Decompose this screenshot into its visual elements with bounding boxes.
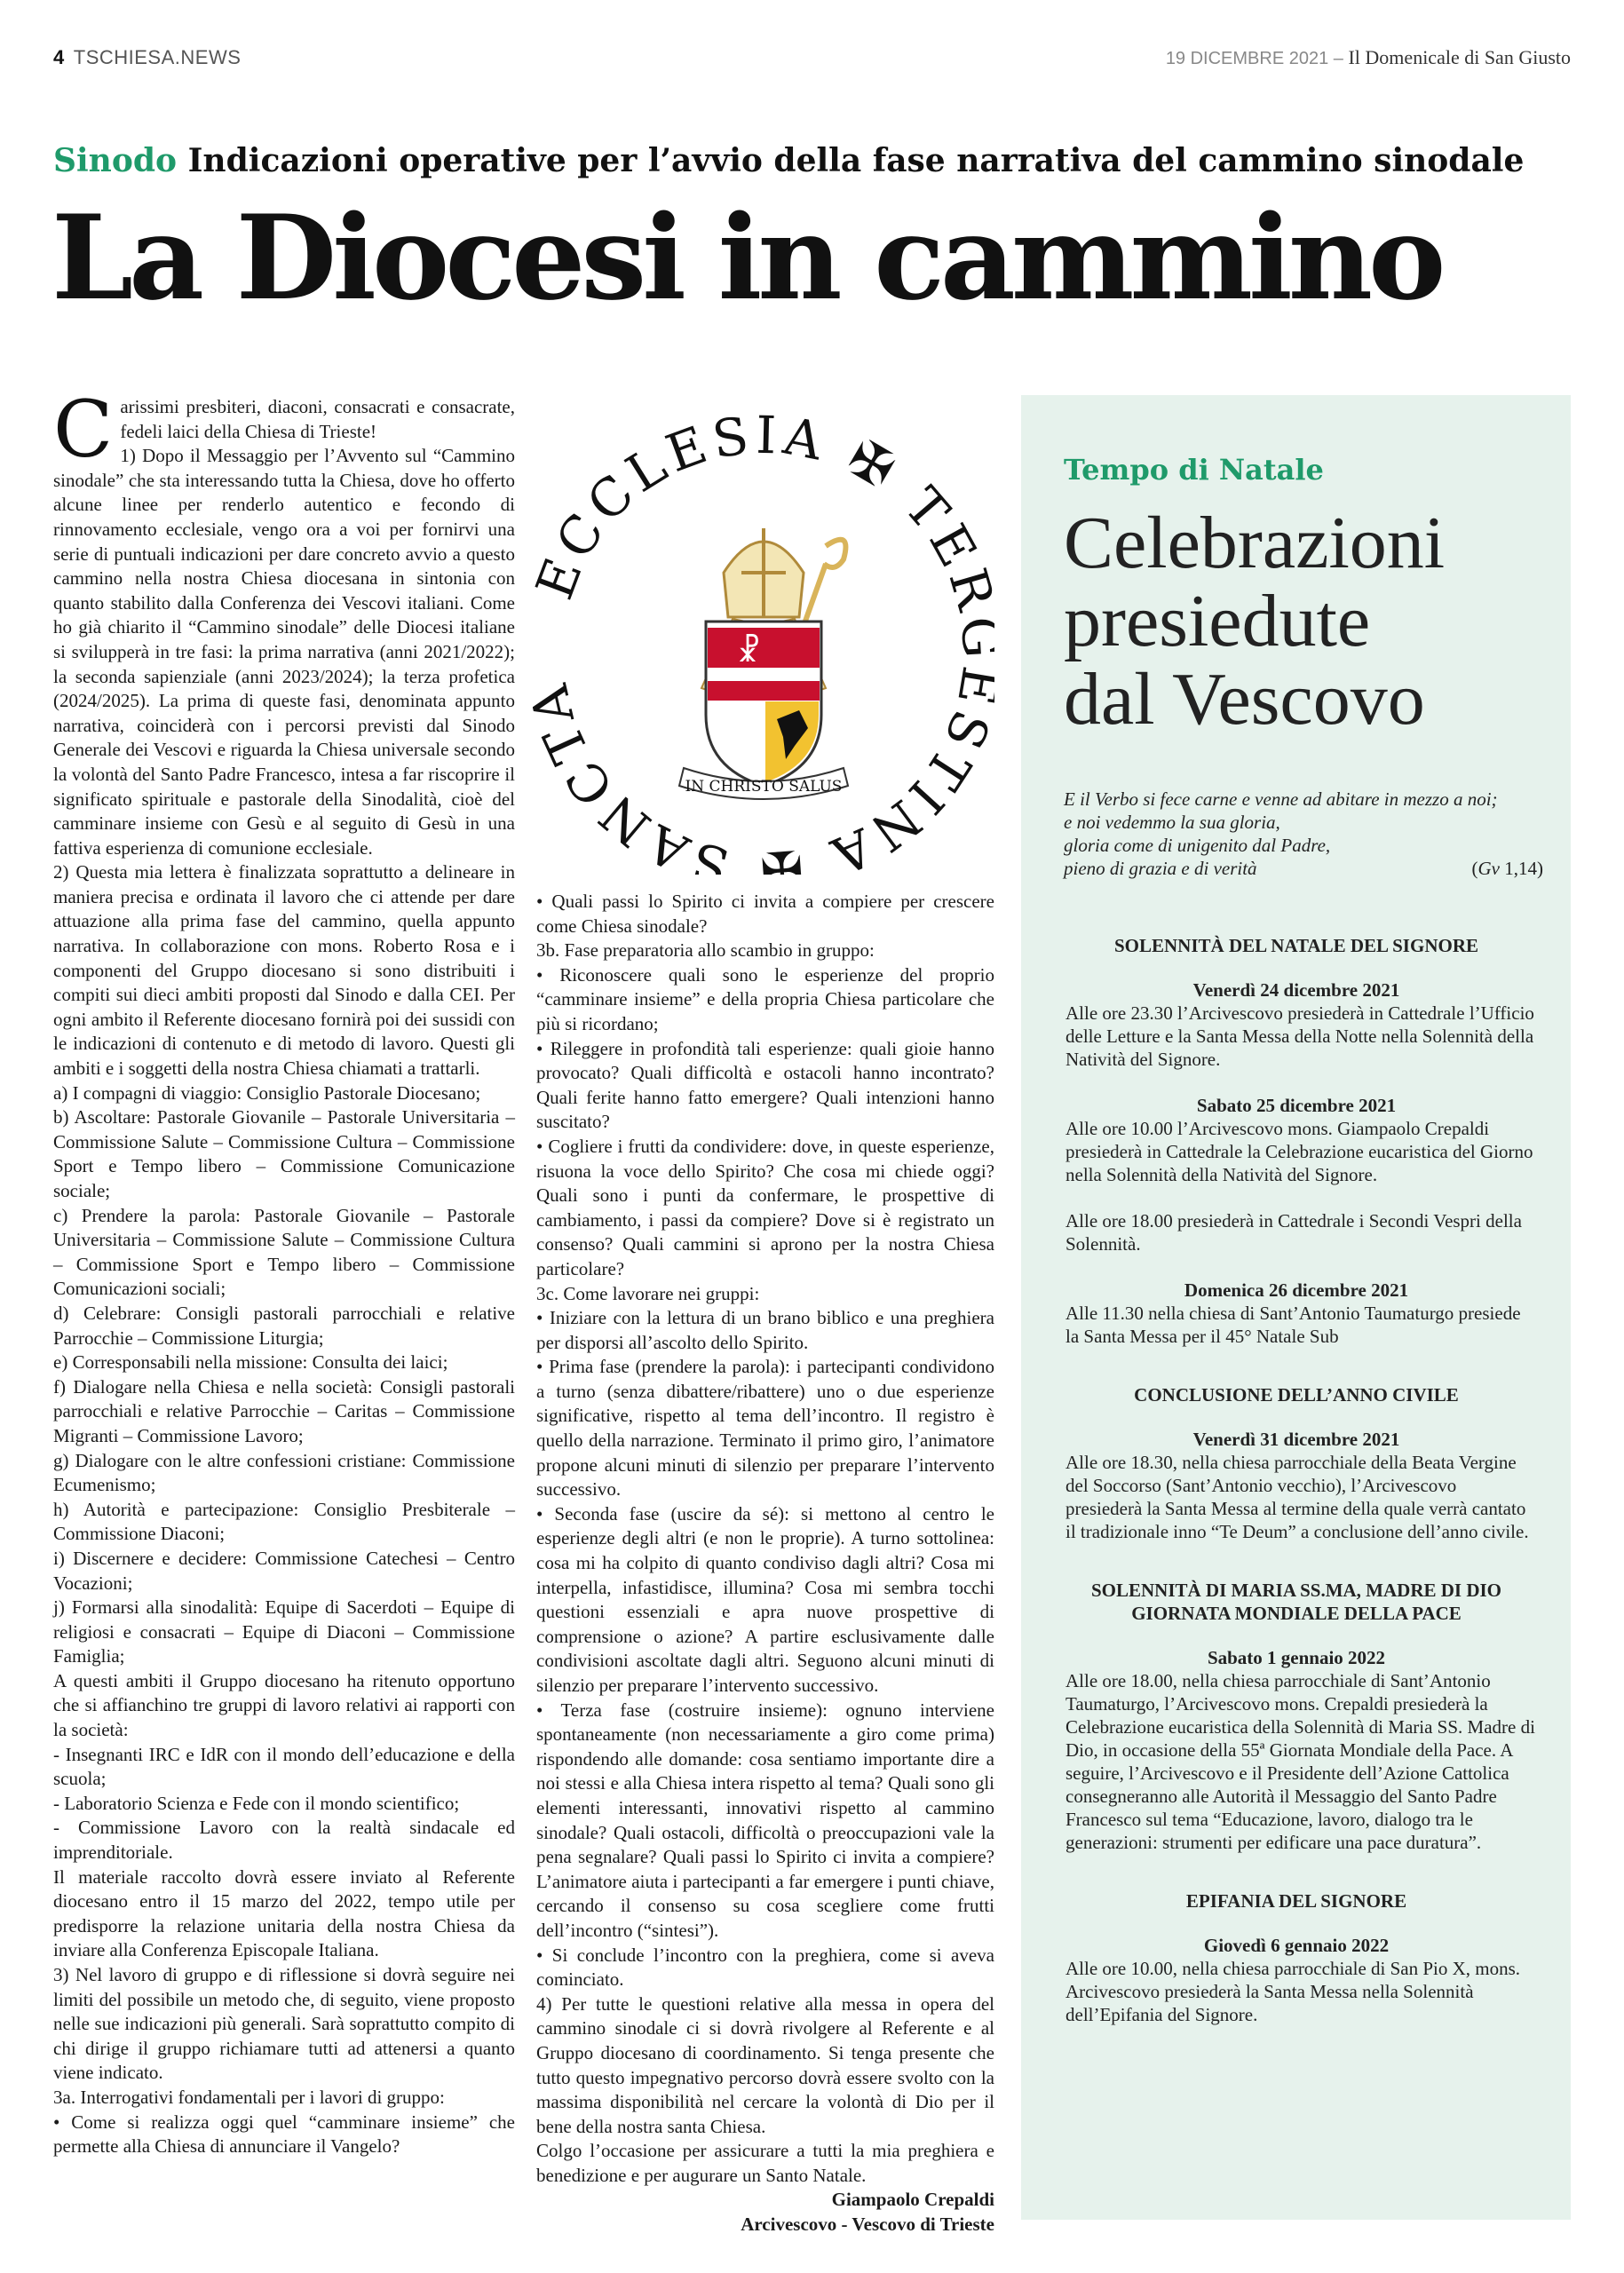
event-section-title: SOLENNITÀ DI MARIA SS.MA, MADRE DI DIO GIORNATA MONDIALE DELLA PACE [1090,1580,1502,1624]
signature-name: Giampaolo Crepaldi [831,2189,994,2211]
paragraph: g) Dialogare con le altre confessioni cristiane: Commissione Ecumenismo; [53,1449,515,1496]
paragraph: • Terza fase (costruire insieme): ognuno interviene spontaneamente (non necessariamente a giro come prima) rispondendo alle domande: cosa sentiamo importante dire a noi stessi e alla Chiesa intera rispetto al tema? Quali sono gli elementi interessanti, innovativi rispetto al cammino sinodale? Quali ostacoli, difficoltà o preoccupazioni vale la pena segnalare? Quali passi lo Spirito ci invita a compiere? L’animatore aiuta i partecipanti a far emergere i punti chiave, cercando il consenso su cosa scegliere come frutti dell’incontro (“sintesi”). [536,1699,994,1941]
kicker-text: Indicazioni operative per l’avvio della fase narrativa del cammino sinodale [187,142,1525,179]
sidebar-title-line: Celebrazioni [1064,502,1446,584]
paragraph: i) Discernere e decidere: Commissione Catechesi – Centro Vocazioni; [53,1547,515,1594]
event-description: Alle 11.30 nella chiesa di Sant’Antonio Taumaturgo presiede la Santa Messa per il 45° Natale Sub [1066,1303,1521,1347]
paragraph: 3) Nel lavoro di gruppo e di riflessione si dovrà seguire nei limiti del possibile un metodo che, di seguito, viene proposto nelle sue indicazioni più generali. Sarà soprattutto compito di chi dirige il gruppo richiamare tutti ad attenersi a quanto viene indicato. [53,1964,515,2084]
paragraph: 3b. Fase preparatoria allo scambio in gruppo: [536,939,875,962]
paragraph: Il materiale raccolto dovrà essere inviato al Referente diocesano entro il 15 marzo del 2022, tempo utile per predisporre la relazione unitaria della nostra Chiesa da inviare alla Conferenza Episcopale Italiana. [53,1865,515,1961]
paragraph: arissimi presbiteri, diaconi, consacrati e consacrate, fedeli laici della Chiesa di Trieste! [120,396,515,442]
paragraph: - Insegnanti IRC e IdR con il mondo dell’educazione e della scuola; [53,1743,515,1790]
paragraph: - Laboratorio Scienza e Fede con il mondo scientifico; [53,1792,460,1814]
paragraph: • Quali passi lo Spirito ci invita a compiere per crescere come Chiesa sinodale? [536,891,994,937]
paragraph: e) Corresponsabili nella missione: Consulta dei laici; [53,1351,448,1374]
event-section-title: SOLENNITÀ DEL NATALE DEL SIGNORE [1113,935,1478,956]
verse-line: E il Verbo si fece carne e venne ad abitare in mezzo a noi; [1064,788,1498,810]
paragraph: • Riconoscere quali sono le esperienze del proprio “camminare insieme” e della propria Chiesa particolare che più si ricordano; [536,963,994,1034]
dateline [1166,46,1571,69]
drop-cap: C [53,384,114,475]
issue-date: 19 DICEMBRE 2021 [1165,49,1329,68]
event-section-title: EPIFANIA DEL SIGNORE [1185,1890,1407,1912]
event-section-title: CONCLUSIONE DELL’ANNO CIVILE [1134,1384,1459,1406]
diocese-seal-graphic [533,395,994,875]
paragraph: • Come si realizza oggi quel “camminare insieme” che permette alla Chiesa di annunciare il Vangelo? [53,2111,515,2158]
event-description: Alle ore 10.00 l’Arcivescovo mons. Giampaolo Crepaldi presiederà in Cattedrale la Celebrazione eucaristica del Giorno nella Solennità della Natività del Signore. [1066,1118,1533,1185]
article-headline: La Diocesi in cammino [51,189,1442,326]
verse-reference: (Gv 1,14) [1471,858,1543,879]
paragraph: 1) Dopo il Messaggio per l’Avvento sul “Cammino sinodale” che sta interessando tutta la Chiesa, dove ho offerto alcune linee per renderlo autentico e fecondo di rinnovamento ecclesiale, vengo ora a voi per fornirvi una serie di puntuali indicazioni per dare concreto avvio a questo cammino nella nostra Chiesa diocesana in sintonia con quanto stabilito dalla Conferenza dei Vescovi italiani. Come ho già chiarito il “Cammino sinodale” delle Diocesi italiane si svilupperà in tre fasi: la prima narrativa (anni 2021/2022); la seconda sapienziale (anni 2023/2024); la terza profetica (2024/2025). La prima di queste fasi, denominata appunto narrativa, coinciderà con i percorsi previsti dal Sinodo Generale dei Vescovi e riguarda la Chiesa universale secondo la volontà del Santo Padre Francesco, intesa a far riscoprire il significato spirituale e pastorale della Sinodalità, cioè del camminare insieme con Gesù e al seguito di Gesù in una fattiva esperienza di comunione ecclesiale. [53,445,515,859]
event-date: Domenica 26 dicembre 2021 [1184,1279,1409,1301]
paragraph: 2) Questa mia lettera è finalizzata soprattutto a delineare in maniera precisa e ordinata il lavoro che ci attende per dare attuazione alla prima fase del cammino, quella appunto narrativa. In collaborazione con mons. Roberto Rosa e i componenti del Gruppo diocesano si sono distribuiti i compiti sui dieci ambiti proposti dal Sinodo e dalla CEI. Per ogni ambito il Referente diocesano fornirà poi dei sussidi con le indicazioni di contenuto e di metodo di lavoro. Questi gli ambiti e i soggetti della nostra Chiesa chiamati a trattarli. [53,861,515,1080]
paragraph: • Rileggere in profondità tali esperienze: quali gioie hanno provocato? Quali difficoltà e ostacoli hanno incontrato? Quali ferite hanno fatto emergere? Quali intenzioni hanno suscitato? [536,1037,994,1133]
paragraph: • Iniziare con la lettura di un brano biblico e una preghiera per disporsi all’ascolto dello Spirito. [536,1307,994,1353]
event-date: Giovedì 6 gennaio 2022 [1203,1935,1390,1956]
sidebar-title-line: dal Vescovo [1064,658,1425,741]
event-description: Alle ore 18.00, nella chiesa parrocchiale di Sant’Antonio Taumaturgo, l’Arcivescovo mons. Crepaldi presiederà la Celebrazione eucaristica della Solennità di Maria SS. Madre di Dio, in occasione della 55ª Giornata Mondiale della Pace. A seguire, l’Arcivescovo e il Presidente dell’Azione Cattolica consegneranno alle Autorità il Messaggio del Santo Padre Francesco sul tema “Educazione, lavoro, dialogo tra le generazioni: strumenti per edificare una pace duratura”. [1066,1670,1535,1853]
paragraph: d) Celebrare: Consigli pastorali parrocchiali e relative Parrocchie – Commissione Liturgia; [53,1302,515,1349]
paragraph: Colgo l’occasione per assicurare a tutti la mia preghiera e benedizione e per augurare un Santo Natale. [536,2140,994,2186]
article-column-2 [536,890,994,2237]
paragraph: j) Formarsi alla sinodalità: Equipe di Sacerdoti – Equipe di religiosi e consacrati – Equipe di Diaconi – Commissione Famiglia; [53,1596,515,1667]
paragraph: 3c. Come lavorare nei gruppi: [536,1282,760,1304]
event-date: Sabato 25 dicembre 2021 [1196,1095,1397,1116]
kicker-tag: Sinodo [53,142,178,179]
seal-ring-text: CCLESIA ✠ TE TINA ✠ SANCT [533,404,992,875]
verse-line: e noi vedemmo la sua gloria, [1064,812,1280,833]
bible-verse [1064,788,1543,880]
page-number: 4 [53,46,65,68]
event-description: Alle ore 23.30 l’Arcivescovo presiederà in Cattedrale l’Ufficio delle Letture e la Santa Messa della Notte nella Solennità della Natività del Signore. [1066,1002,1534,1070]
paragraph: • Cogliere i frutti da condividere: dove, in queste esperienze, risuona la voce dello Spirito? Che cosa mi chiede oggi? Quali sono i punti da confermare, le prospettive di cambiamento, i passi da compiere? Dove si è registrato un consenso? Quali cammini si aprono per la nostra Chiesa particolare? [536,1135,994,1279]
paragraph: 4) Per tutte le questioni relative alla messa in opera del cammino sinodale ci si dovrà rivolgere al Referente e al Gruppo diocesano di coordinamento. Si tenga presente che tutto questo impegnativo percorso dovrà essere svolto con la massima disponibilità nel cercare la volontà di Dio per il bene della nostra santa Chiesa. [536,1992,994,2137]
sidebar-title [1064,504,1445,739]
paragraph: c) Prendere la parola: Pastorale Giovanile – Pastorale Universitaria – Commissione Salute – Commissione Cultura – Commissione Sport e Tempo libero – Commissione Comunicazioni sociali; [53,1204,515,1300]
publication-name: Il Domenicale di San Giusto [1348,46,1571,68]
verse-line: gloria come di unigenito dal Padre, [1064,835,1331,856]
paragraph: a) I compagni di viaggio: Consiglio Pastorale Diocesano; [53,1081,481,1104]
paragraph: - Commissione Lavoro con la realtà sindacale ed imprenditoriale. [53,1817,515,1864]
paragraph: A questi ambiti il Gruppo diocesano ha ritenuto opportuno che si affianchino tre gruppi di lavoro relativi ai rapporti con la società: [53,1669,515,1741]
seal-motto: IN CHRISTO SALUS [685,778,843,796]
site-name: TSCHIESA.NEWS [73,46,242,68]
event-date: Venerdì 24 dicembre 2021 [1192,979,1400,1001]
event-date: Venerdì 31 dicembre 2021 [1192,1429,1400,1450]
article-column-1 [53,384,515,2159]
event-list [1057,934,1536,2026]
event-description: Alle ore 18.30, nella chiesa parrocchiale della Beata Vergine del Soccorso (Sant’Antonio vecchio), l’Arcivescovo presiederà la Santa Messa al termine della quale verrà cantato il tradizionale inno “Te Deum” a conclusione dell’anno civile. [1066,1452,1529,1542]
shield-icon [706,622,821,786]
paragraph: 3a. Interrogativi fondamentali per i lavori di gruppo: [53,2086,445,2108]
paragraph: • Si conclude l’incontro con la preghiera, come si aveva cominciato. [536,1944,994,1991]
event-description: Alle ore 10.00, nella chiesa parrocchiale di San Pio X, mons. Arcivescovo presiederà la Santa Messa nella Solennità dell’Epifania del Signore. [1066,1958,1521,2025]
paragraph: h) Autorità e partecipazione: Consiglio Presbiterale – Commissione Diaconi; [53,1498,515,1545]
page-folio [53,46,241,69]
paragraph: b) Ascoltare: Pastorale Giovanile – Pastorale Universitaria – Commissione Salute – Commissione Cultura – Commissione Sport e Tempo libero – Commissione Comunicazione sociale; [53,1106,515,1201]
paragraph: • Seconda fase (uscire da sé): si mettono al centro le esperienze degli altri (e non le proprie). A turno sottolinea: cosa mi ha colpito di quanto condiviso dagli altri? Cosa mi interpella, infastidisce, illumina? Cosa mi sembra tocchi questioni essenziali e apra nuove prospettive di comprensione o azione? A partire esclusivamente dalle condivisioni ascoltate dagli altri. Seguono alcuni minuti di silenzio per preparare l’intervento successivo. [536,1502,994,1696]
diocese-logo [533,395,994,875]
article-kicker [53,142,1524,179]
signature-title: Arcivescovo - Vescovo di Trieste [741,2214,994,2236]
dateline-separator: – [1333,49,1343,68]
event-description: Alle ore 18.00 presiederà in Cattedrale i Secondi Vespri della Solennità. [1066,1210,1522,1255]
sidebar-tag: Tempo di Natale [1064,453,1324,487]
verse-line: pieno di grazia e di verità [1064,858,1257,879]
paragraph: f) Dialogare nella Chiesa e nella società: Consigli pastorali parrocchiali e relative Parrocchie – Caritas – Commissione Migranti – Commissione Lavoro; [53,1375,515,1446]
chi-rho-icon: ☧ [737,634,761,669]
sidebar-title-line: presiedute [1064,580,1371,662]
event-date: Sabato 1 gennaio 2022 [1207,1647,1386,1668]
paragraph: • Prima fase (prendere la parola): i partecipanti condividono a turno (senza dibattere/ribattere) uno o due esperienze significative, rispetto al tema dell’incontro. Il registro è quello della narrazione. Terminato il primo giro, l’animatore propone alcuni minuti di silenzio per preparare l’intervento successivo. [536,1356,994,1501]
